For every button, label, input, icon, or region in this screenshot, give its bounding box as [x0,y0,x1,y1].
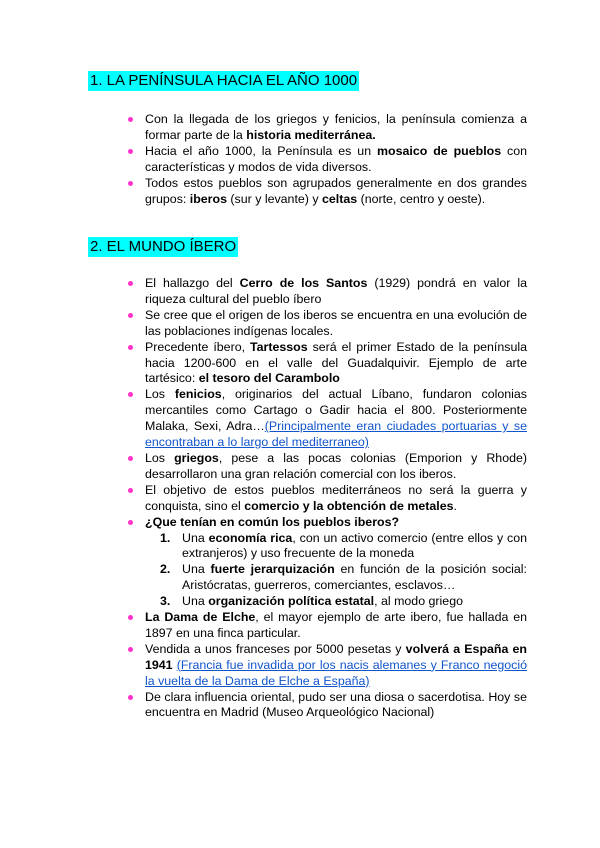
bullet-icon [128,392,133,397]
bullet-icon [128,281,133,286]
list-item: Se cree que el origen de los iberos se encuentra en una evolución de las poblaciones indígenas locales. [0,308,600,340]
bullet-icon [128,345,133,350]
bullet-icon [128,117,133,122]
list-item: Los griegos, pese a las pocas colonias (Emporion y Rhode) desarrollaron una gran relación comercial con los iberos. [0,451,600,483]
list-item: El objetivo de estos pueblos mediterráneos no será la guerra y conquista, sino el comercio y la obtención de metales. [0,483,600,515]
numbered-item: 2. Una fuerte jerarquización en función de la posición social: Aristócratas, guerreros, comerciantes, esclavos… [160,562,528,593]
list-item: Hacia el año 1000, la Península es un mosaico de pueblos con características y modos de vida diversos. [0,144,600,176]
bullet-icon [128,647,133,652]
bullet-icon [128,488,133,493]
dama-elche-note-link[interactable]: (Francia fue invadida por los nacis alemanes y Franco negoció la vuelta de la Dama de Elche a España) [145,657,527,688]
fenicios-note-link[interactable]: (Principalmente eran ciudades portuarias y se encontraban a lo largo del mediterraneo) [145,419,527,450]
bullet-icon [128,181,133,186]
ibero-bullet-list [0,276,600,721]
section-heading-mundo-ibero: 2. EL MUNDO ÍBERO [90,238,237,255]
list-item: De clara influencia oriental, pudo ser una diosa o sacerdotisa. Hoy se encuentra en Madrid (Museo Arqueológico Nacional) [0,690,600,722]
peninsula-bullet-list [0,112,600,207]
list-item: Los fenicios, originarios del actual Líbano, fundaron colonias mercantiles como Cartago o Gadir hacia el 800. Posteriormente Malaka, Sexi, Adra…(Principalmente eran ciudades portuarias y se encontraban a lo largo del mediterraneo) [0,387,600,451]
list-item: ¿Que tenían en común los pueblos iberos? [0,515,600,531]
list-item: La Dama de Elche, el mayor ejemplo de arte ibero, fue hallada en 1897 en una finca particular. [0,610,600,642]
item-number: 3. [160,594,171,609]
numbered-item: 1. Una economía rica, con un activo comercio (entre ellos y con extranjeros) y uso frecuente de la moneda [160,530,527,561]
list-item: El hallazgo del Cerro de los Santos (1929) pondrá en valor la riqueza cultural del pueblo íbero [0,276,600,308]
list-item: Todos estos pueblos son agrupados generalmente en dos grandes grupos: iberos (sur y levante) y celtas (norte, centro y oeste). [0,176,600,208]
bullet-icon [128,456,133,461]
numbered-item: 3. Una organización política estatal, al modo griego [160,594,463,609]
bullet-icon [128,313,133,318]
list-item: Precedente íbero, Tartessos será el primer Estado de la península hacia 1200-600 en el valle del Guadalquivir. Ejemplo de arte tartésico: el tesoro del Carambolo [0,340,600,388]
bullet-icon [128,149,133,154]
bullet-icon [128,695,133,700]
list-item: Con la llegada de los griegos y fenicios, la península comienza a formar parte de la historia mediterránea. [0,112,600,144]
item-number: 2. [160,562,171,577]
item-number: 1. [160,530,171,545]
bullet-icon [128,615,133,620]
bullet-icon [128,520,133,525]
section-heading-peninsula: 1. LA PENÍNSULA HACIA EL AÑO 1000 [90,72,358,89]
list-item: Vendida a unos franceses por 5000 pesetas y volverá a España en 1941 (Francia fue invadida por los nacis alemanes y Franco negoció la vuelta de la Dama de Elche a España) [0,642,600,690]
